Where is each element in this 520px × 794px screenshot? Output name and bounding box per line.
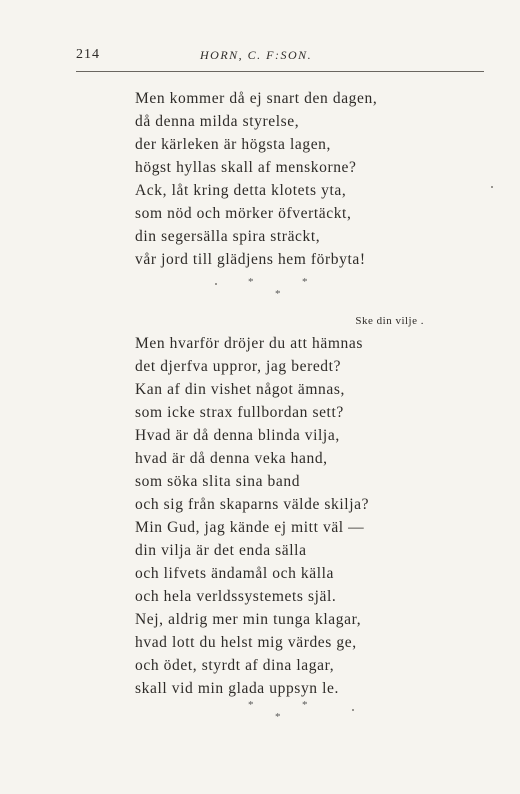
verse-line: då denna milda styrelse, [135,113,300,130]
asterisk-ornament: * [302,276,308,288]
verse-line: hvad lott du helst mig värdes ge, [135,634,357,651]
paper-speck [215,283,217,285]
verse-line: som nöd och mörker öfvertäckt, [135,205,352,222]
verse-line: som icke strax fullbordan sett? [135,404,344,421]
paper-speck [352,709,354,711]
asterisk-ornament: * [248,699,254,711]
asterism-divider [238,276,318,306]
verse-line: och lifvets ändamål och källa [135,565,335,582]
verse-line: det djerfva uppror, jag beredt? [135,358,342,375]
asterisk-ornament: * [248,276,254,288]
verse-line: Nej, aldrig mer min tunga klagar, [135,611,362,628]
verse-line: Men hvarför dröjer du att hämnas [135,335,363,352]
page-number: 214 [76,47,100,62]
verse-line: vår jord till glädjens hem förbyta! [135,251,366,268]
asterisk-ornament: * [275,288,281,300]
verse-line: Hvad är då denna blinda vilja, [135,427,340,444]
verse-line: och sig från skaparns välde skilja? [135,496,370,513]
asterisk-ornament: * [275,711,281,723]
verse-line: Min Gud, jag kände ej mitt väl — [135,519,365,536]
verse-line: Men kommer då ej snart den dagen, [135,90,378,107]
verse-line: der kärleken är högsta lagen, [135,136,331,153]
verse-line: din segersälla spira sträckt, [135,228,321,245]
verse-line: din vilja är det enda sälla [135,542,307,559]
asterism-divider [238,699,318,729]
verse-line: hvad är då denna veka hand, [135,450,328,467]
header-rule [76,71,484,72]
stanza-2 [135,332,465,700]
verse-line: Ack, låt kring detta klotets yta, [135,182,347,199]
verse-line: Kan af din vishet något ämnas, [135,381,345,398]
asterisk-ornament: * [302,699,308,711]
verse-line: skall vid min glada uppsyn le. [135,680,339,697]
stanza-1 [135,87,465,271]
verse-line: som söka slita sina band [135,473,301,490]
running-head: HORN, C. F:SON. [200,48,313,62]
verse-line: och ödet, styrdt af dina lagar, [135,657,335,674]
verse-line: och hela verldssystemets själ. [135,588,337,605]
page-header [76,47,484,67]
verse-line: högst hyllas skall af menskorne? [135,159,357,176]
epigraph: Ske din vilje . [355,315,424,327]
paper-speck [491,186,493,188]
